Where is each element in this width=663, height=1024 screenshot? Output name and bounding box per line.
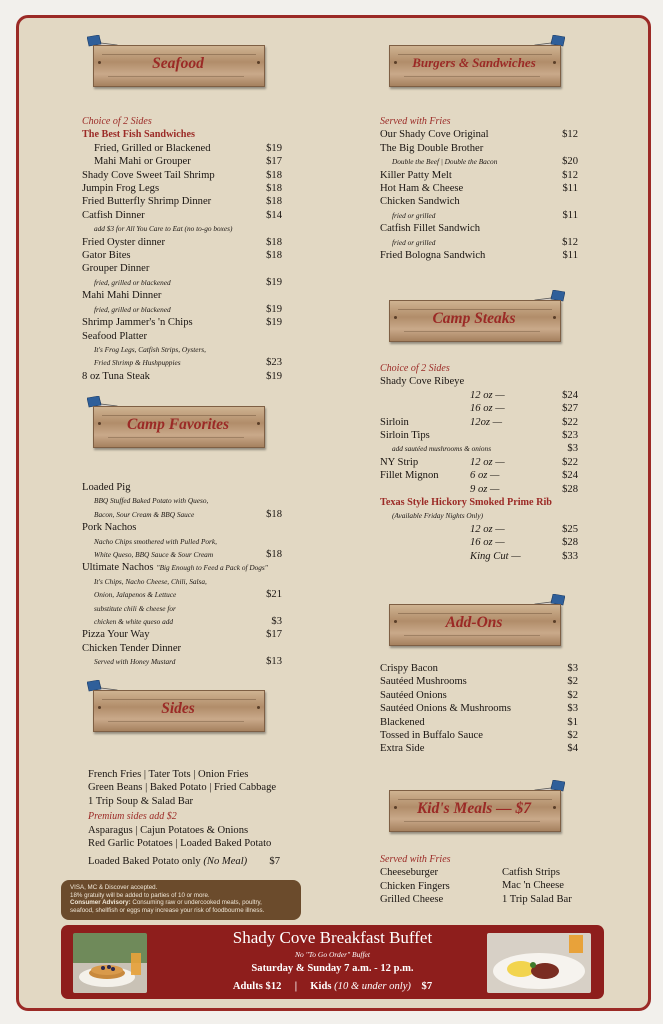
burgers-list bbox=[380, 128, 578, 262]
item-name: fried or grilled bbox=[392, 210, 436, 220]
menu-item bbox=[380, 662, 578, 675]
item-name: Pork Nachos bbox=[82, 522, 137, 534]
menu-item bbox=[82, 262, 282, 275]
menu-item bbox=[82, 535, 282, 548]
menu-item bbox=[82, 222, 282, 235]
menu-item bbox=[82, 209, 282, 222]
seafood-title: Seafood bbox=[152, 55, 204, 72]
prime-rib-note: (Available Friday Nights Only) bbox=[392, 511, 483, 521]
item-name: Served with Honey Mustard bbox=[94, 657, 176, 667]
item-name: Loaded Pig bbox=[82, 482, 131, 493]
steak-row bbox=[380, 483, 578, 496]
item-name: Tossed in Buffalo Sauce bbox=[380, 730, 483, 742]
premium-line: Asparagus | Cajun Potatoes & Onions bbox=[88, 824, 249, 836]
item-price: $3 bbox=[567, 703, 578, 715]
menu-item bbox=[82, 155, 282, 168]
menu-item bbox=[380, 182, 578, 195]
item-name: Blackened bbox=[380, 716, 425, 728]
kids-title: Kid's Meals — $7 bbox=[416, 800, 532, 817]
item-name: Shady Cove Sweet Tail Shrimp bbox=[82, 169, 215, 181]
item-price: $11 bbox=[562, 250, 578, 262]
menu-item bbox=[82, 602, 282, 615]
menu-item bbox=[380, 742, 578, 755]
item-name: Double the Beef | Double the Bacon bbox=[392, 157, 498, 167]
menu-item bbox=[82, 628, 282, 641]
steak-row bbox=[380, 536, 578, 549]
steak-price: $27 bbox=[562, 403, 578, 415]
item-price: $18 bbox=[266, 196, 282, 208]
item-name: Sautéed Mushrooms bbox=[380, 676, 467, 688]
breakfast-togo: No "To Go Order" Buffet bbox=[295, 950, 370, 959]
item-price: $3 bbox=[567, 663, 578, 674]
steak-price: $24 bbox=[562, 470, 578, 482]
steak-size: 9 oz — bbox=[470, 483, 500, 495]
item-price: $3 bbox=[271, 616, 282, 628]
item-tagline: "Big Enough to Feed a Pack of Dogs" bbox=[156, 563, 268, 573]
menu-item bbox=[380, 155, 578, 168]
steak-size: 12oz — bbox=[470, 416, 503, 428]
favorites-list bbox=[82, 481, 282, 669]
notice-bold: Consumer Advisory: bbox=[70, 899, 131, 907]
menu-item bbox=[380, 209, 578, 222]
breakfast-title: Shady Cove Breakfast Buffet bbox=[232, 928, 433, 947]
item-price: $18 bbox=[266, 508, 282, 520]
menu-item bbox=[82, 508, 282, 521]
sides-board bbox=[93, 680, 263, 730]
steak-name: Fillet Mignon bbox=[380, 470, 439, 482]
menu-item bbox=[82, 343, 282, 356]
item-name: chicken & white queso add bbox=[94, 617, 174, 627]
breakfast-days: Saturday & Sunday 7 a.m. - 12 p.m. bbox=[251, 963, 414, 974]
breakfast-banner bbox=[61, 925, 604, 999]
burgers-subtitle: Served with Fries bbox=[380, 116, 451, 127]
menu-item bbox=[380, 195, 578, 208]
item-name: Catfish Dinner bbox=[82, 209, 145, 221]
sides-line: Green Beans | Baked Potato | Fried Cabbage bbox=[88, 782, 277, 794]
steak-price: $33 bbox=[562, 550, 578, 562]
breakfast-prices bbox=[61, 981, 604, 992]
steak-size: 12 oz — bbox=[470, 389, 505, 401]
item-price: $12 bbox=[562, 129, 578, 141]
item-name: Grouper Dinner bbox=[82, 263, 150, 275]
kids-board bbox=[389, 780, 559, 830]
item-price: $2 bbox=[567, 730, 578, 742]
item-price: $18 bbox=[266, 183, 282, 195]
steak-size: King Cut — bbox=[470, 550, 521, 562]
item-name: add $3 for All You Care to Eat (no to-go boxes) bbox=[94, 224, 233, 234]
item-price: $21 bbox=[266, 589, 282, 601]
item-price: $18 bbox=[266, 250, 282, 262]
steak-size: 12 oz — bbox=[470, 523, 505, 535]
kids-item: Chicken Fingers bbox=[380, 880, 450, 892]
menu-item bbox=[82, 521, 282, 534]
steak-price: $22 bbox=[562, 456, 578, 468]
menu-item bbox=[380, 249, 578, 262]
sides-line: French Fries | Tater Tots | Onion Fries bbox=[88, 769, 249, 780]
item-name: Mahi Mahi or Grouper bbox=[94, 156, 191, 168]
item-name: The Big Double Brother bbox=[380, 142, 484, 154]
menu-item bbox=[380, 222, 578, 235]
item-price: $13 bbox=[266, 656, 282, 668]
item-name: Sautéed Onions bbox=[380, 689, 447, 701]
kids-item: 1 Trip Salad Bar bbox=[502, 893, 572, 905]
item-name: Bacon, Sour Cream & BBQ Sauce bbox=[94, 509, 195, 519]
sides-title: Sides bbox=[161, 700, 195, 717]
menu-item bbox=[82, 169, 282, 182]
item-name: 8 oz Tuna Steak bbox=[82, 370, 150, 382]
menu-item bbox=[82, 575, 282, 588]
item-name: Extra Side bbox=[380, 743, 425, 755]
loaded-potato-note: (No Meal) bbox=[203, 856, 248, 868]
loaded-potato-label: Loaded Baked Potato only bbox=[88, 856, 201, 868]
item-price: $4 bbox=[567, 743, 578, 755]
addons-board bbox=[389, 594, 559, 644]
fish-sandwich-header: The Best Fish Sandwiches bbox=[82, 129, 195, 141]
item-price: $19 bbox=[266, 317, 282, 329]
item-price: $17 bbox=[266, 629, 282, 641]
menu-item bbox=[380, 128, 578, 141]
item-price: $19 bbox=[266, 370, 282, 382]
item-name: Onion, Jalapenos & Lettuce bbox=[94, 590, 177, 600]
kids-subtitle: Served with Fries bbox=[380, 854, 451, 865]
item-price: $17 bbox=[266, 156, 282, 168]
steak-row bbox=[380, 550, 578, 563]
item-price: $18 bbox=[266, 169, 282, 181]
premium-sides-label: Premium sides add $2 bbox=[88, 811, 177, 823]
addons-title: Add-Ons bbox=[445, 614, 503, 631]
item-name: Jumpin Frog Legs bbox=[82, 183, 160, 195]
item-price: $18 bbox=[266, 549, 282, 561]
item-name: Hot Ham & Cheese bbox=[380, 183, 464, 195]
steak-name: Shady Cove Ribeye bbox=[380, 376, 465, 388]
kids-price: $7 bbox=[421, 981, 433, 992]
favorites-title: Camp Favorites bbox=[126, 416, 230, 433]
notice-box bbox=[61, 880, 301, 920]
item-name: Mahi Mahi Dinner bbox=[82, 290, 162, 302]
menu-item bbox=[380, 142, 578, 155]
notice-line: Consuming raw or undercooked meats, poultry, bbox=[130, 899, 262, 907]
menu-item bbox=[380, 675, 578, 688]
steak-price: $24 bbox=[562, 389, 578, 401]
steak-row bbox=[380, 402, 578, 415]
menu-item bbox=[380, 729, 578, 742]
steak-row bbox=[380, 416, 578, 429]
sides-section bbox=[88, 768, 303, 869]
seafood-subtitle: Choice of 2 Sides bbox=[82, 116, 152, 127]
steaks-list bbox=[380, 375, 578, 496]
item-price: $2 bbox=[567, 689, 578, 701]
seafood-section bbox=[82, 115, 282, 383]
seafood-board bbox=[93, 35, 263, 85]
steak-row bbox=[380, 523, 578, 536]
item-price: $2 bbox=[567, 676, 578, 688]
item-price: $23 bbox=[266, 357, 282, 369]
item-price: $19 bbox=[266, 142, 282, 154]
menu-item bbox=[82, 249, 282, 262]
kids-item: Cheeseburger bbox=[380, 867, 439, 879]
steak-size: 12 oz — bbox=[470, 456, 505, 468]
menu-item bbox=[380, 689, 578, 702]
item-price: $19 bbox=[266, 276, 282, 288]
steak-row bbox=[380, 375, 578, 388]
steak-name: Sirloin Tips bbox=[380, 429, 430, 441]
item-price: $12 bbox=[562, 236, 578, 248]
steak-price: $22 bbox=[562, 416, 578, 428]
item-name: BBQ Stuffed Baked Potato with Queso, bbox=[94, 496, 209, 506]
item-name-text: Ultimate Nachos bbox=[82, 562, 154, 574]
steaks-board bbox=[389, 290, 559, 340]
prime-rib-header: Texas Style Hickory Smoked Prime Rib bbox=[380, 496, 552, 508]
item-name: Fried Bologna Sandwich bbox=[380, 250, 486, 262]
item-name: Killer Patty Melt bbox=[380, 169, 452, 181]
favorites-board bbox=[93, 396, 263, 446]
menu-item bbox=[380, 716, 578, 729]
item-name: Fried Shrimp & Hushpuppies bbox=[94, 358, 181, 368]
item-price: $14 bbox=[266, 209, 282, 221]
item-name: Fried Oyster dinner bbox=[82, 236, 165, 248]
item-name: Our Shady Cove Original bbox=[380, 129, 489, 141]
steak-row bbox=[380, 469, 578, 482]
item-name: Shrimp Jammer's 'n Chips bbox=[82, 317, 193, 329]
seafood-list bbox=[82, 142, 282, 383]
item-name: It's Chips, Nacho Cheese, Chili, Salsa, bbox=[94, 576, 207, 586]
steak-size: 16 oz — bbox=[470, 537, 505, 549]
adults-price: Adults $12 bbox=[232, 981, 282, 992]
steak-price: $28 bbox=[562, 537, 578, 549]
steaks-subtitle: Choice of 2 Sides bbox=[380, 363, 450, 374]
kids-right-col bbox=[502, 866, 572, 906]
item-name: Fried Butterfly Shrimp Dinner bbox=[82, 196, 212, 208]
item-name: Seafood Platter bbox=[82, 330, 148, 342]
steak-row bbox=[380, 456, 578, 469]
menu-item bbox=[82, 195, 282, 208]
steak-name: Sirloin bbox=[380, 416, 409, 428]
item-price: $11 bbox=[562, 183, 578, 195]
menu-item bbox=[82, 642, 282, 655]
menu-item bbox=[380, 702, 578, 715]
steak-size: 6 oz — bbox=[470, 470, 500, 482]
menu-item bbox=[82, 236, 282, 249]
kids-item: Grilled Cheese bbox=[380, 894, 444, 906]
menu-item bbox=[82, 316, 282, 329]
steak-name: NY Strip bbox=[380, 456, 419, 468]
menu-item bbox=[380, 236, 578, 249]
addons-list bbox=[380, 662, 578, 756]
burgers-section bbox=[380, 115, 578, 262]
menu-item bbox=[82, 356, 282, 369]
loaded-potato-row bbox=[88, 855, 280, 868]
item-name: Catfish Fillet Sandwich bbox=[380, 223, 481, 235]
item-name: It's Frog Legs, Catfish Strips, Oysters, bbox=[94, 344, 206, 354]
item-price: $11 bbox=[562, 209, 578, 221]
menu-item bbox=[82, 588, 282, 601]
steak-row bbox=[380, 429, 578, 442]
favorites-section bbox=[82, 481, 282, 669]
menu-item bbox=[82, 561, 282, 574]
item-name: Chicken Sandwich bbox=[380, 196, 460, 208]
menu-item bbox=[82, 548, 282, 561]
steak-price: $28 bbox=[562, 483, 578, 495]
item-name: White Queso, BBQ Sauce & Sour Cream bbox=[94, 550, 214, 560]
item-name: Fried, Grilled or Blackened bbox=[94, 142, 211, 154]
menu-item bbox=[82, 289, 282, 302]
premium-line: Red Garlic Potatoes | Loaded Baked Potato bbox=[88, 838, 272, 850]
menu-item bbox=[380, 169, 578, 182]
kids-label: Kids bbox=[310, 981, 332, 992]
item-name: Crispy Bacon bbox=[380, 663, 438, 674]
kids-note: (10 & under only) bbox=[334, 981, 411, 992]
kids-item: Mac 'n Cheese bbox=[502, 880, 564, 892]
item-name: fried, grilled or blackened bbox=[94, 277, 171, 287]
menu-item bbox=[82, 303, 282, 316]
item-name: Sautéed Onions & Mushrooms bbox=[380, 703, 511, 715]
menu-item bbox=[82, 276, 282, 289]
steak-price: $23 bbox=[562, 429, 578, 441]
steak-size: 16 oz — bbox=[470, 403, 505, 415]
notice-line: seafood, shellfish or eggs may increase your risk of foodbourne illness. bbox=[70, 906, 265, 914]
menu-item bbox=[82, 481, 282, 494]
item-name: fried or grilled bbox=[392, 237, 436, 247]
menu-item bbox=[82, 655, 282, 668]
menu-item bbox=[82, 330, 282, 343]
steak-price: $3 bbox=[567, 443, 578, 455]
item-name bbox=[82, 561, 268, 574]
kids-item: Catfish Strips bbox=[502, 867, 560, 878]
item-name: fried, grilled or blackened bbox=[94, 304, 171, 314]
notice-line: 18% gratuity will be added to parties of 10 or more. bbox=[70, 891, 210, 899]
menu-item bbox=[82, 182, 282, 195]
menu-item bbox=[82, 142, 282, 155]
steaks-section bbox=[380, 362, 578, 563]
item-name: Gator Bites bbox=[82, 250, 131, 262]
burgers-board bbox=[389, 35, 559, 85]
price-separator: | bbox=[294, 981, 298, 992]
steaks-title: Camp Steaks bbox=[432, 310, 516, 327]
item-name: substitute chili & cheese for bbox=[94, 603, 176, 613]
addons-section bbox=[380, 662, 578, 756]
item-price: $1 bbox=[567, 716, 578, 728]
item-price: $20 bbox=[562, 156, 578, 168]
menu-item bbox=[82, 370, 282, 383]
notice-line: VISA, MC & Discover accepted. bbox=[70, 884, 158, 891]
prime-rib-list bbox=[380, 523, 578, 563]
item-price: $18 bbox=[266, 236, 282, 248]
item-price: $12 bbox=[562, 169, 578, 181]
menu-item bbox=[82, 615, 282, 628]
steak-price: $25 bbox=[562, 523, 578, 535]
sides-line: 1 Trip Soup & Salad Bar bbox=[88, 795, 194, 807]
item-name: Nacho Chips smothered with Pulled Pork, bbox=[94, 536, 217, 546]
steak-name: add sautéed mushrooms & onions bbox=[392, 444, 492, 454]
item-name: Pizza Your Way bbox=[82, 629, 150, 641]
menu-item bbox=[82, 494, 282, 507]
item-price: $19 bbox=[266, 303, 282, 315]
burgers-title: Burgers & Sandwiches bbox=[412, 55, 536, 70]
loaded-potato-price: $7 bbox=[269, 856, 280, 868]
steak-row bbox=[380, 442, 578, 455]
steak-row bbox=[380, 389, 578, 402]
item-name: Chicken Tender Dinner bbox=[82, 642, 182, 654]
